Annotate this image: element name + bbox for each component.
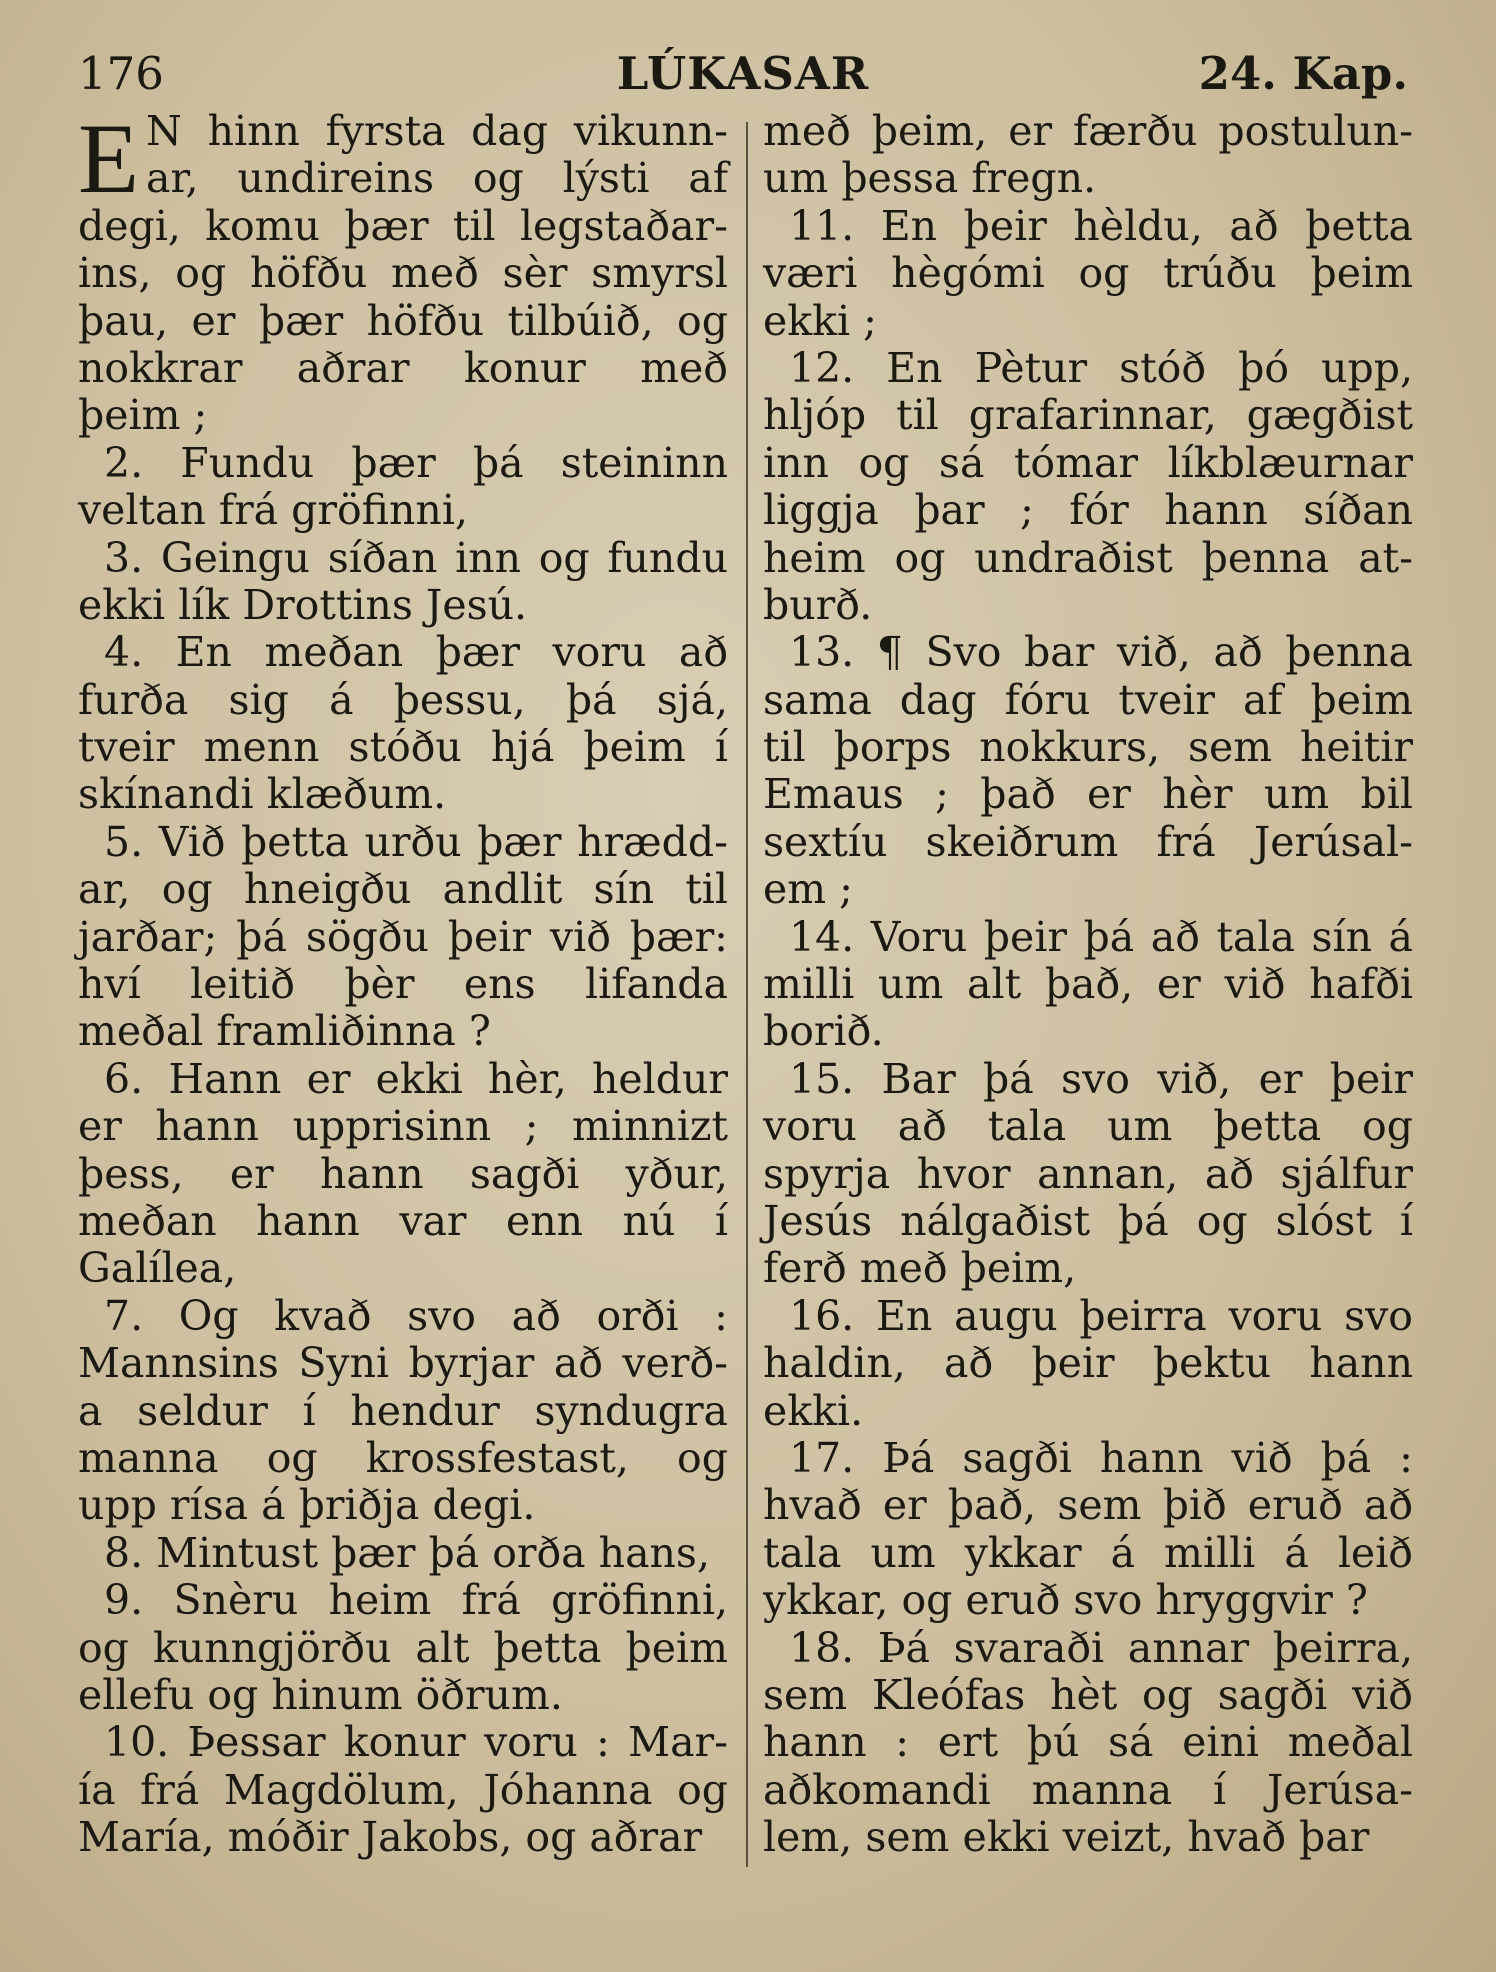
text-line: voru að tala um þetta og (763, 1102, 1413, 1151)
text-line: meðal framliðinna ? (78, 1007, 491, 1056)
text-line: ía frá Magdölum, Jóhanna og (78, 1765, 728, 1814)
text-line: 5. Við þetta urðu þær hrædd- (104, 817, 728, 866)
text-line: veltan frá gröfinni, (78, 486, 468, 535)
page-number: 176 (78, 47, 164, 100)
text-line: Mannsins Syni byrjar að verð- (78, 1339, 728, 1388)
text-line: 7. Og kvað svo að orði : (104, 1291, 728, 1340)
text-line: Jesús nálgaðist þá og slóst í (763, 1196, 1413, 1245)
text-line: er hann upprisinn ; minnizt (78, 1102, 728, 1151)
left-column (78, 103, 728, 1862)
text-line: 3. Geingu síðan inn og fundu (104, 533, 728, 582)
text-line: Emaus ; það er hèr um bil (763, 770, 1413, 819)
text-line: 12. En Pètur stóð þó upp, (789, 343, 1413, 392)
text-line: 4. En meðan þær voru að (104, 628, 728, 677)
text-line: borið. (763, 1007, 884, 1056)
text-line: ekki. (763, 1386, 864, 1435)
text-line: ykkar, og eruð svo hryggvir ? (763, 1576, 1368, 1625)
right-column (763, 108, 1413, 1861)
text-line: N hinn fyrsta dag vikunn- (146, 107, 728, 155)
text-line: 14. Voru þeir þá að tala sín á (789, 912, 1413, 961)
text-line: upp rísa á þriðja degi. (78, 1481, 536, 1530)
text-line: hví leitið þèr ens lifanda (78, 960, 728, 1009)
text-line: burð. (763, 580, 873, 629)
text-line: ellefu og hinum öðrum. (78, 1670, 563, 1719)
text-line: Galílea, (78, 1244, 237, 1293)
text-line: ekki lík Drottins Jesú. (78, 580, 528, 629)
text-line: hljóp til grafarinnar, gægðist (763, 391, 1413, 440)
text-line: haldin, að þeir þektu hann (763, 1339, 1413, 1388)
text-line: til þorps nokkurs, sem heitir (763, 723, 1413, 772)
text-line: ekki ; (763, 296, 877, 345)
text-line: og kunngjörðu alt þetta þeim (78, 1623, 728, 1672)
text-line: ins, og höfðu með sèr smyrsl (78, 249, 728, 298)
text-line: 17. Þá sagði hann við þá : (789, 1433, 1413, 1482)
text-line: tala um ykkar á milli á leið (763, 1528, 1413, 1577)
text-line: hann : ert þú sá eini meðal (763, 1718, 1413, 1767)
text-line: spyrja hvor annan, að sjálfur (763, 1149, 1413, 1198)
text-line: 18. Þá svaraði annar þeirra, (789, 1623, 1413, 1672)
text-line: a seldur í hendur syndugra (78, 1386, 728, 1435)
text-line: milli um alt það, er við hafði (763, 960, 1413, 1009)
text-line: þau, er þær höfðu tilbúið, og (78, 296, 728, 345)
running-header (78, 44, 1408, 104)
chapter-label: 24. Kap. (1198, 47, 1408, 100)
column-divider (746, 122, 748, 1867)
text-line: inn og sá tómar líkblæurnar (763, 438, 1413, 487)
text-line: hvað er það, sem þið eruð að (763, 1481, 1413, 1530)
text-line: lem, sem ekki veizt, hvað þar (763, 1813, 1370, 1862)
text-line: jarðar; þá sögðu þeir við þær: (78, 912, 728, 961)
text-line: tveir menn stóðu hjá þeim í (78, 723, 728, 772)
text-line: María, móðir Jakobs, og aðrar (78, 1813, 703, 1862)
text-line: heim og undraðist þenna at- (763, 533, 1413, 582)
text-line: sextíu skeiðrum frá Jerúsal- (763, 817, 1413, 866)
text-line: um þessa fregn. (763, 154, 1097, 203)
text-line: em ; (763, 865, 853, 914)
text-line: manna og krossfestast, og (78, 1433, 728, 1482)
text-line: ar, og hneigðu andlit sín til (78, 865, 728, 914)
drop-cap: E (78, 103, 140, 214)
text-line: þess, er hann sagði yður, (78, 1149, 728, 1198)
text-line: 2. Fundu þær þá steininn (104, 438, 728, 487)
text-line: liggja þar ; fór hann síðan (763, 486, 1413, 535)
text-line: aðkomandi manna í Jerúsa- (763, 1765, 1413, 1814)
text-line: ar, undireins og lýsti af (146, 154, 728, 203)
text-line: sem Kleófas hèt og sagði við (763, 1670, 1413, 1719)
book-title: LÚKASAR (616, 47, 870, 100)
text-line: skínandi klæðum. (78, 770, 447, 819)
text-line: ferð með þeim, (763, 1244, 1077, 1293)
text-line: degi, komu þær til legstaðar- (78, 201, 728, 250)
text-line: 15. Bar þá svo við, er þeir (789, 1054, 1413, 1103)
text-line: 10. Þessar konur voru : Mar- (104, 1718, 728, 1767)
text-line: 6. Hann er ekki hèr, heldur (104, 1054, 728, 1103)
text-line: væri hègómi og trúðu þeim (763, 249, 1413, 298)
text-line: þeim ; (78, 391, 208, 440)
text-line: 8. Mintust þær þá orða hans, (104, 1528, 710, 1577)
text-line: 11. En þeir hèldu, að þetta (789, 201, 1413, 250)
text-line: 13. ¶ Svo bar við, að þenna (789, 628, 1413, 677)
text-line: 9. Snèru heim frá gröfinni, (104, 1576, 728, 1625)
text-line: furða sig á þessu, þá sjá, (78, 675, 728, 724)
text-line: nokkrar aðrar konur með (78, 343, 728, 392)
text-line: sama dag fóru tveir af þeim (763, 675, 1413, 724)
text-line: með þeim, er færðu postulun- (763, 107, 1413, 155)
text-line: meðan hann var enn nú í (78, 1196, 728, 1245)
text-line: 16. En augu þeirra voru svo (789, 1291, 1413, 1340)
